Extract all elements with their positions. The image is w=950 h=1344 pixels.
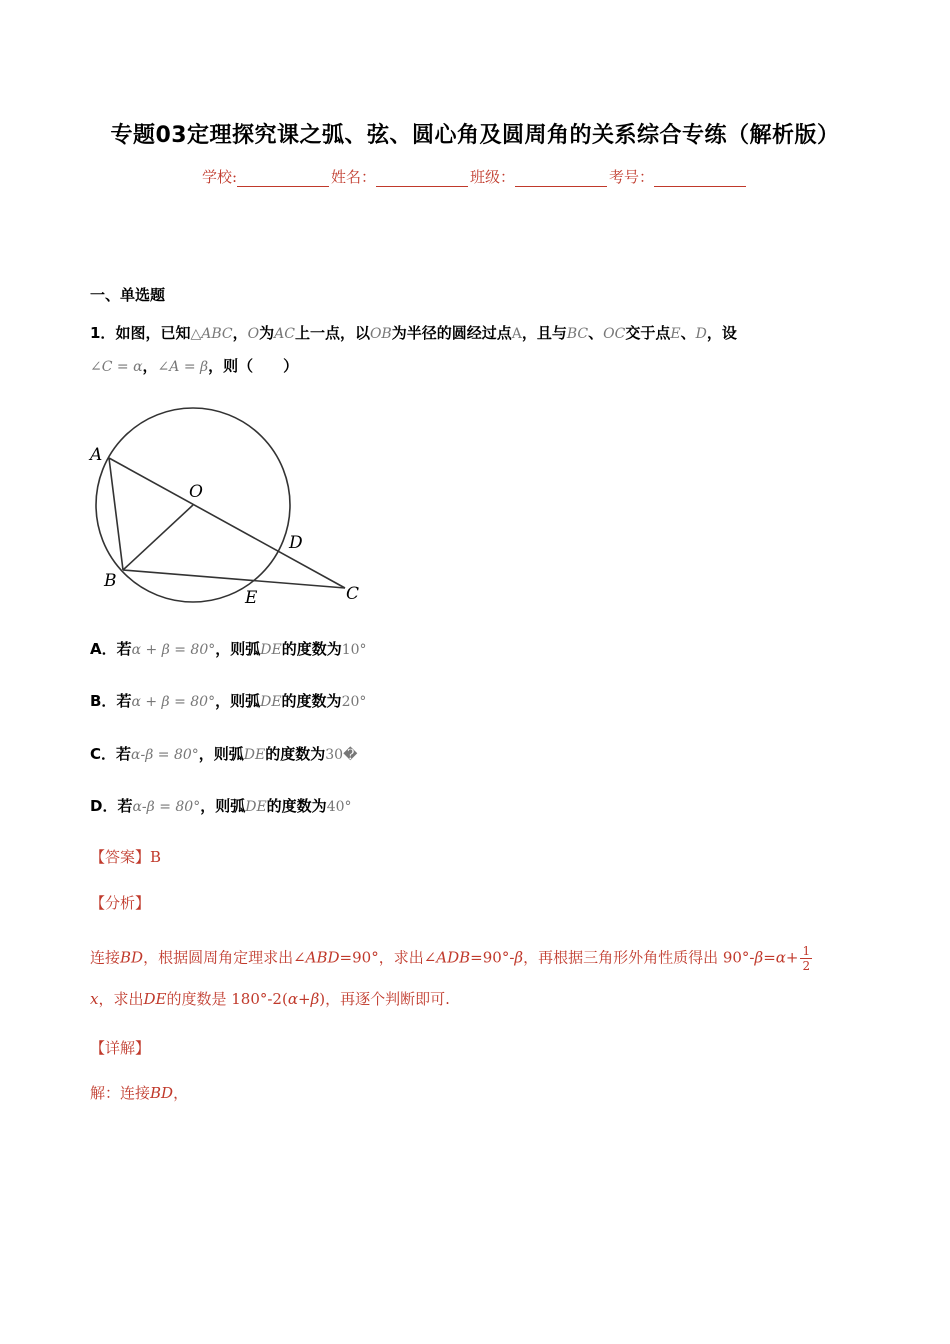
option-text: 若 [117, 797, 133, 815]
question-text: 为半径的圆经过点 [391, 324, 512, 342]
analysis-text: = [763, 948, 776, 967]
option-arc: DE [260, 694, 282, 710]
label-d: D [289, 533, 303, 553]
analysis-math: ADB [436, 948, 471, 967]
math-ac: AC [274, 326, 295, 342]
question-number: 1． [90, 324, 116, 342]
class-blank[interactable] [515, 172, 607, 187]
fraction-numerator: 1 [802, 944, 811, 958]
option-c[interactable] [90, 743, 357, 764]
option-key: A． [90, 640, 117, 658]
option-condition: α-β = 80° [132, 799, 201, 815]
fraction-half [800, 944, 812, 973]
analysis-arc: DE [143, 990, 167, 1008]
label-c: C [346, 584, 360, 604]
analysis-math: ABD [305, 948, 340, 967]
question-text: ， [142, 357, 158, 375]
name-blank[interactable] [376, 172, 468, 187]
question-text: 、 [588, 324, 604, 342]
option-b[interactable] [90, 690, 366, 711]
detail-line-1 [90, 1082, 188, 1103]
option-text: 的度数为 [281, 692, 342, 710]
analysis-text: ，根据圆周角定理求出∠ [143, 948, 306, 967]
option-a[interactable] [90, 638, 367, 659]
class-label: 班级： [470, 168, 516, 186]
analysis-math: β [754, 948, 764, 967]
detail-text: ， [173, 1084, 189, 1102]
math-ob: OB [369, 326, 392, 342]
option-value: 10° [341, 642, 367, 658]
question-text: ， [232, 324, 248, 342]
analysis-math: α [287, 990, 298, 1008]
option-condition: α + β = 80° [131, 694, 216, 710]
option-text: 的度数为 [266, 797, 327, 815]
analysis-math: BD [120, 948, 144, 967]
analysis-math: β [514, 948, 524, 967]
question-text: 、 [680, 324, 696, 342]
option-arc: DE [243, 747, 266, 763]
analysis-label: 【分析】 [90, 894, 151, 912]
option-value: 30� [325, 747, 358, 763]
page-title: 专题03定理探究课之弧、弦、圆心角及圆周角的关系综合专练（解析版） [110, 123, 840, 148]
analysis-math: β [310, 990, 320, 1008]
option-arc: DE [260, 642, 282, 658]
segment-bc [123, 570, 345, 588]
answer-value: B [150, 848, 162, 866]
analysis-text: =90°，求出∠ [339, 948, 437, 967]
detail-label: 【详解】 [90, 1039, 151, 1057]
detail-math: BD [150, 1084, 174, 1102]
school-blank[interactable] [237, 172, 329, 187]
math-oc: OC [603, 326, 626, 342]
math-angle-c: ∠C = α [90, 359, 143, 375]
option-text: 的度数为 [281, 640, 342, 658]
question-line-1 [90, 322, 737, 343]
option-text: ，则弧 [198, 745, 244, 763]
math-e: E [670, 326, 681, 342]
math-triangle: △ABC [190, 326, 233, 342]
question-text: ，设 [706, 324, 737, 342]
answer-line [90, 846, 161, 867]
analysis-text: )，再逐个判断即可. [319, 990, 450, 1008]
detail-text: 解：连接 [90, 1084, 151, 1102]
option-value: 20° [341, 694, 367, 710]
analysis-text: =90°- [470, 948, 515, 967]
segment-ab [109, 458, 123, 570]
option-text: ，则弧 [215, 692, 261, 710]
name-label: 姓名： [331, 168, 377, 186]
analysis-math: α [775, 948, 786, 967]
school-label: 学校: [201, 168, 237, 186]
math-a: A [511, 326, 522, 342]
analysis-math: x [90, 990, 99, 1008]
label-a: A [90, 445, 103, 465]
number-blank[interactable] [654, 172, 746, 187]
question-text: 交于点 [625, 324, 671, 342]
answer-label: 【答案】 [90, 848, 151, 866]
label-e: E [245, 588, 258, 608]
analysis-text: 连接 [90, 948, 121, 967]
option-key: D． [90, 797, 118, 815]
math-d: D [695, 326, 707, 342]
question-text: ，则（ ） [208, 357, 299, 375]
analysis-text: 的度数是 180°-2( [166, 990, 288, 1008]
question-text: 如图，已知 [115, 324, 191, 342]
question-text: 为 [259, 324, 275, 342]
math-o: O [247, 326, 260, 342]
option-d[interactable] [90, 795, 352, 816]
number-label: 考号： [609, 168, 655, 186]
option-value: 40° [326, 799, 352, 815]
question-text: ，且与 [521, 324, 567, 342]
option-key: B． [90, 692, 117, 710]
analysis-line-2 [90, 988, 450, 1009]
option-text: 若 [116, 692, 132, 710]
analysis-text: + [297, 990, 311, 1008]
label-b: B [104, 571, 117, 591]
segment-ob [123, 505, 193, 570]
analysis-text: ，求出 [98, 990, 144, 1008]
segment-ac [109, 458, 345, 588]
option-text: 的度数为 [265, 745, 326, 763]
option-arc: DE [245, 799, 267, 815]
section-heading: 一、单选题 [90, 286, 166, 304]
fraction-denominator: 2 [802, 959, 811, 973]
student-info-line [0, 166, 950, 187]
math-angle-a: ∠A = β [157, 359, 209, 375]
analysis-text: + [785, 948, 799, 967]
option-key: C． [90, 745, 117, 763]
math-bc: BC [566, 326, 589, 342]
analysis-text: ，再根据三角形外角性质得出 90°- [523, 948, 755, 967]
option-condition: α + β = 80° [131, 642, 216, 658]
label-o: O [189, 482, 203, 502]
option-condition: α-β = 80° [131, 747, 199, 763]
analysis-line-1 [90, 944, 812, 973]
question-text: 上一点，以 [294, 324, 370, 342]
option-text: 若 [116, 745, 132, 763]
question-line-2 [90, 355, 298, 376]
geometry-figure [80, 395, 380, 615]
option-text: 若 [116, 640, 132, 658]
option-text: ，则弧 [200, 797, 246, 815]
option-text: ，则弧 [215, 640, 261, 658]
